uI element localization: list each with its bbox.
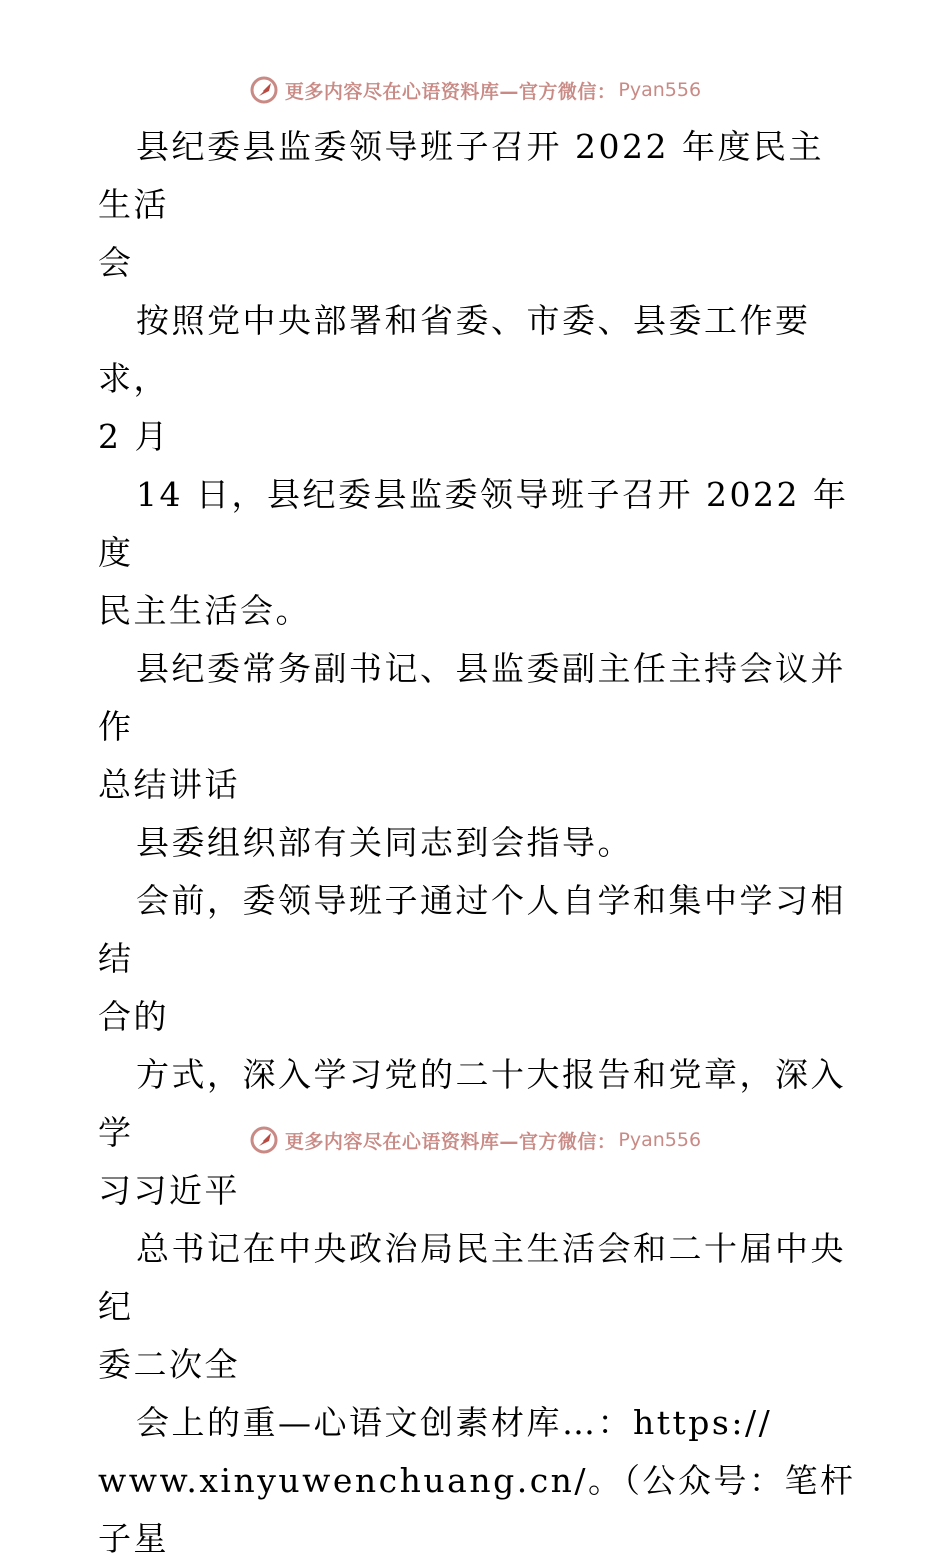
document-title (98, 118, 858, 292)
document-body (98, 118, 858, 1568)
paragraph-8 (98, 1394, 858, 1568)
paragraph-7-line-2: 委二次全 (98, 1345, 240, 1384)
paragraph-4-line-1: 县委组织部有关同志到会指导。 (136, 823, 633, 862)
paragraph-5-line-2: 合的 (98, 997, 169, 1036)
title-line-1: 县纪委县监委领导班子召开 2022 年度民主生活 (98, 127, 824, 224)
paragraph-8-line-2: www.xinyuwenchuang.cn/。（公众号：笔杆子星 (98, 1461, 856, 1558)
watermark-text: 更多内容尽在心语资料库—官方微信： (284, 80, 617, 103)
feather-pen-logo-icon (249, 75, 279, 105)
paragraph-1 (98, 292, 858, 466)
paragraph-3-line-2: 总结讲话 (98, 765, 240, 804)
paragraph-2-line-1: 14 日，县纪委县监委领导班子召开 2022 年度 (98, 475, 849, 572)
paragraph-5 (98, 872, 858, 1046)
watermark-footer (0, 1120, 950, 1160)
paragraph-6-line-2: 习习近平 (98, 1171, 240, 1210)
watermark-text: 更多内容尽在心语资料库—官方微信： (284, 1130, 617, 1153)
paragraph-7-line-1: 总书记在中央政治局民主生活会和二十届中央纪 (98, 1229, 846, 1326)
paragraph-6-line-1: 方式，深入学习党的二十大报告和党章，深入学 (98, 1055, 846, 1152)
feather-pen-logo-icon (249, 1125, 279, 1155)
paragraph-7 (98, 1220, 858, 1394)
paragraph-4 (98, 814, 858, 872)
paragraph-1-line-1: 按照党中央部署和省委、市委、县委工作要求， (98, 301, 811, 398)
paragraph-3 (98, 640, 858, 814)
paragraph-2-line-2: 民主生活会。 (98, 591, 311, 630)
watermark-wechat-id: Pyan556 (618, 1129, 702, 1151)
paragraph-8-line-1: 会上的重—心语文创素材库…：https:// (136, 1403, 773, 1442)
paragraph-2 (98, 466, 858, 640)
watermark-header (0, 70, 950, 110)
watermark-wechat-id: Pyan556 (618, 79, 702, 101)
title-line-2: 会 (98, 243, 134, 282)
paragraph-3-line-1: 县纪委常务副书记、县监委副主任主持会议并作 (98, 649, 846, 746)
paragraph-5-line-1: 会前，委领导班子通过个人自学和集中学习相结 (98, 881, 846, 978)
paragraph-1-line-2: 2 月 (98, 417, 170, 456)
